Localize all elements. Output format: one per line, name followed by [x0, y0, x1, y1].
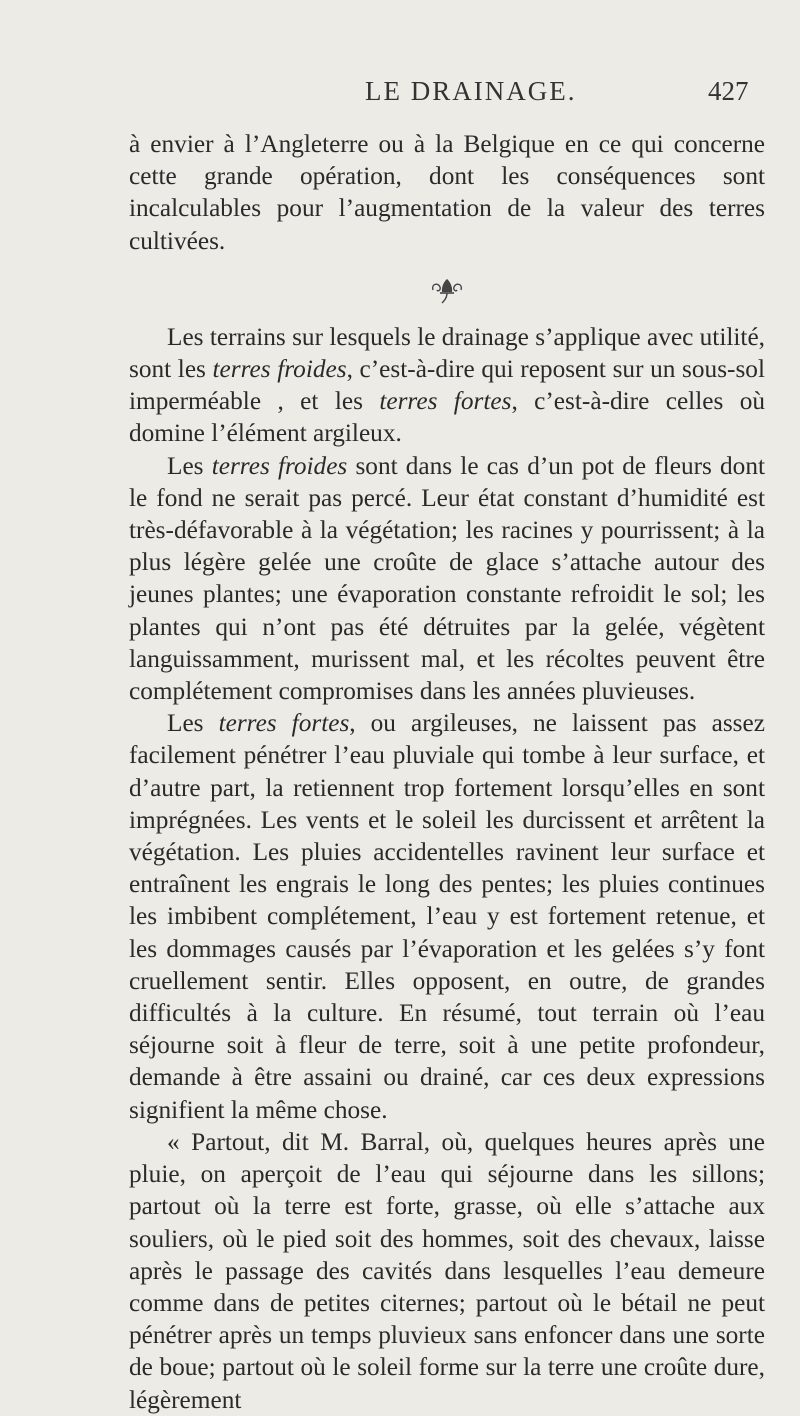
running-title: LE DRAINAGE. [365, 76, 577, 106]
page-number: 427 [708, 76, 749, 106]
running-head [0, 76, 800, 116]
paragraph-terrains: Les terrains sur lesquels le drainage s’applique avec utilité, sont les terres froides, c’est-à-dire qui reposent sur un sous-sol imperméable , et les terres fortes, c’est-à-dire celles où domine l’élément argileux. [129, 322, 765, 448]
paragraph-continuation: à envier à l’Angleterre ou à la Belgique en ce qui concerne cette grande opération, dont les conséquences sont incalculables pour l’augmentation de la valeur des terres cultivées. [129, 130, 765, 255]
fleuron-icon-svg [429, 276, 465, 306]
fleuron-icon [129, 257, 765, 321]
body-text [129, 128, 765, 1416]
paragraph-terres-fortes: Les terres fortes, ou argileuses, ne laissent pas assez facilement pénétrer l’eau pluviale qui tombe à leur surface, et d’autre part, la retiennent trop fortement lorsqu’elles en sont imprégnées. Les vents et le soleil les durcissent et arrêtent la végétation. Les pluies accidentelles ravinent leur surface et entraînent les engrais le long des pentes; les pluies continues les imbibent complétement, l’eau y est fortement retenue, et les dommages causés par l’évaporation et les gelées s’y font cruellement sentir. Elles opposent, en outre, de grandes difficultés à la culture. En résumé, tout terrain où l’eau séjourne soit à fleur de terre, soit à une petite profondeur, demande à être assaini ou drainé, car ces deux expressions signifient la même chose. [129, 709, 765, 1124]
paragraph-quotation-barral: « Partout, dit M. Barral, où, quelques heures après une pluie, on aperçoit de l’eau qui séjourne dans les sillons; partout où la terre est forte, grasse, où elle s’attache aux souliers, où le pied soit des hommes, soit des chevaux, laisse après le passage des cavités dans lesquelles l’eau demeure comme dans de petites citernes; partout où le bétail ne peut pénétrer après un temps pluvieux sans enfoncer dans une sorte de boue; partout où le soleil forme sur la terre une croûte dure, légèrement [129, 1127, 765, 1414]
paragraph-terres-froides: Les terres froides sont dans le cas d’un pot de fleurs dont le fond ne serait pas percé. Leur état constant d’humidité est très-défavorable à la végétation; les racines y pourrissent; à la plus légère gelée une croûte de glace s’attache autour des jeunes plantes; une évaporation constante refroidit le sol; les plantes qui n’ont pas été détruites par la gelée, végètent languissamment, murissent mal, et les récoltes peuvent être complétement compromises dans les années pluvieuses. [129, 451, 765, 706]
